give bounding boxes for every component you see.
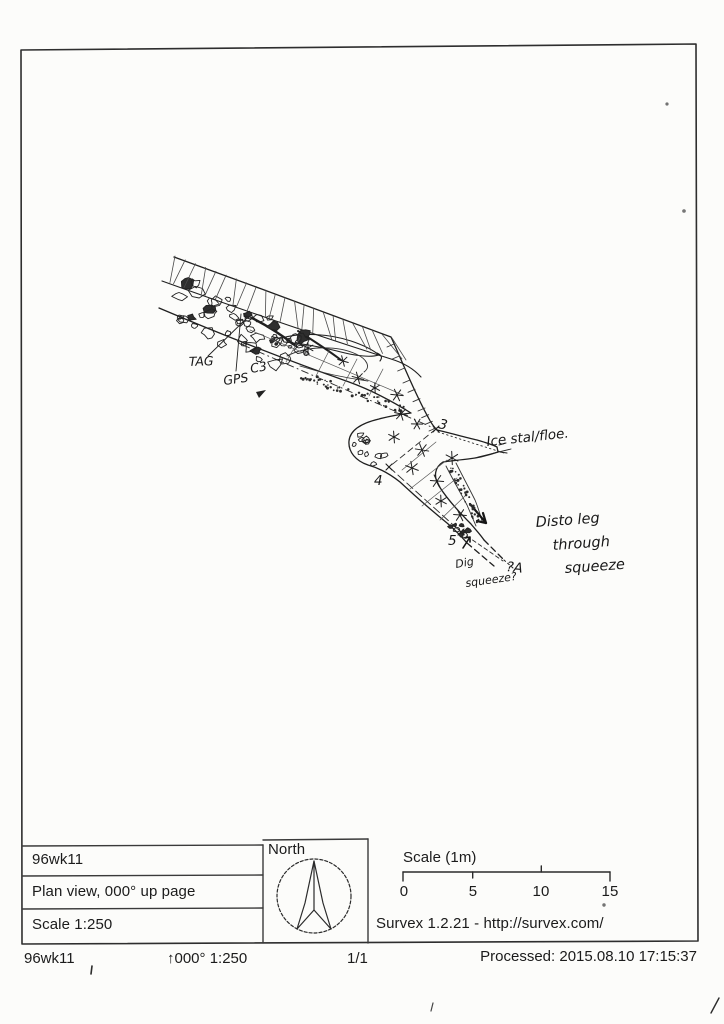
page-border (21, 44, 698, 944)
scalebar-tick-15: 15 (601, 883, 619, 900)
label-squeeze: squeeze (564, 556, 626, 577)
small-ink-mark (256, 390, 266, 398)
station-label-4: 4 (374, 473, 383, 489)
north-label: North (268, 841, 306, 858)
label-gps: GPS (222, 369, 250, 388)
label-c3: C3 (248, 358, 268, 376)
passage-upper-wall (174, 257, 437, 430)
label-dig-squeeze: squeeze? (464, 569, 518, 590)
titleblock-scale-line: Scale 1:250 (32, 916, 113, 933)
scalebar-label: Scale (1m) (403, 849, 477, 866)
scan-noise (91, 103, 719, 1013)
footer-processed: Processed: 2015.08.10 17:15:37 (480, 948, 697, 965)
station-label-3: 3 (437, 416, 449, 434)
titleblock-cave-name: 96wk11 (32, 851, 84, 868)
label-disto-leg: Disto leg (535, 510, 601, 531)
north-compass (277, 859, 351, 933)
passage-lower-wall (159, 308, 467, 543)
scalebar-tick-10: 10 (532, 883, 550, 900)
titleblock-view-line: Plan view, 000° up page (32, 883, 196, 900)
label-ice-stal-floe: Ice stal/floe. (485, 425, 570, 450)
floor-arc-1 (287, 348, 367, 372)
scalebar-tick-0: 0 (399, 883, 409, 900)
footer-survey-name: 96wk11 (24, 950, 75, 967)
label-tag: TAG (188, 353, 214, 369)
footer-page-number: 1/1 (347, 950, 368, 967)
station-label-5: 5 (448, 533, 457, 549)
sketch-decoration (170, 256, 479, 538)
label-question-a: ?A (505, 559, 524, 577)
survex-credit: Survex 1.2.21 - http://survex.com/ (376, 915, 604, 932)
scale-bar (403, 866, 610, 881)
station5-arrow (463, 537, 470, 548)
label-through: through (552, 534, 611, 554)
survey-leg-4-5 (389, 467, 461, 532)
label-dig: Dig (454, 554, 475, 571)
footer-bearing-scale: ↑000° 1:250 (167, 950, 248, 967)
scalebar-tick-5: 5 (468, 883, 478, 900)
